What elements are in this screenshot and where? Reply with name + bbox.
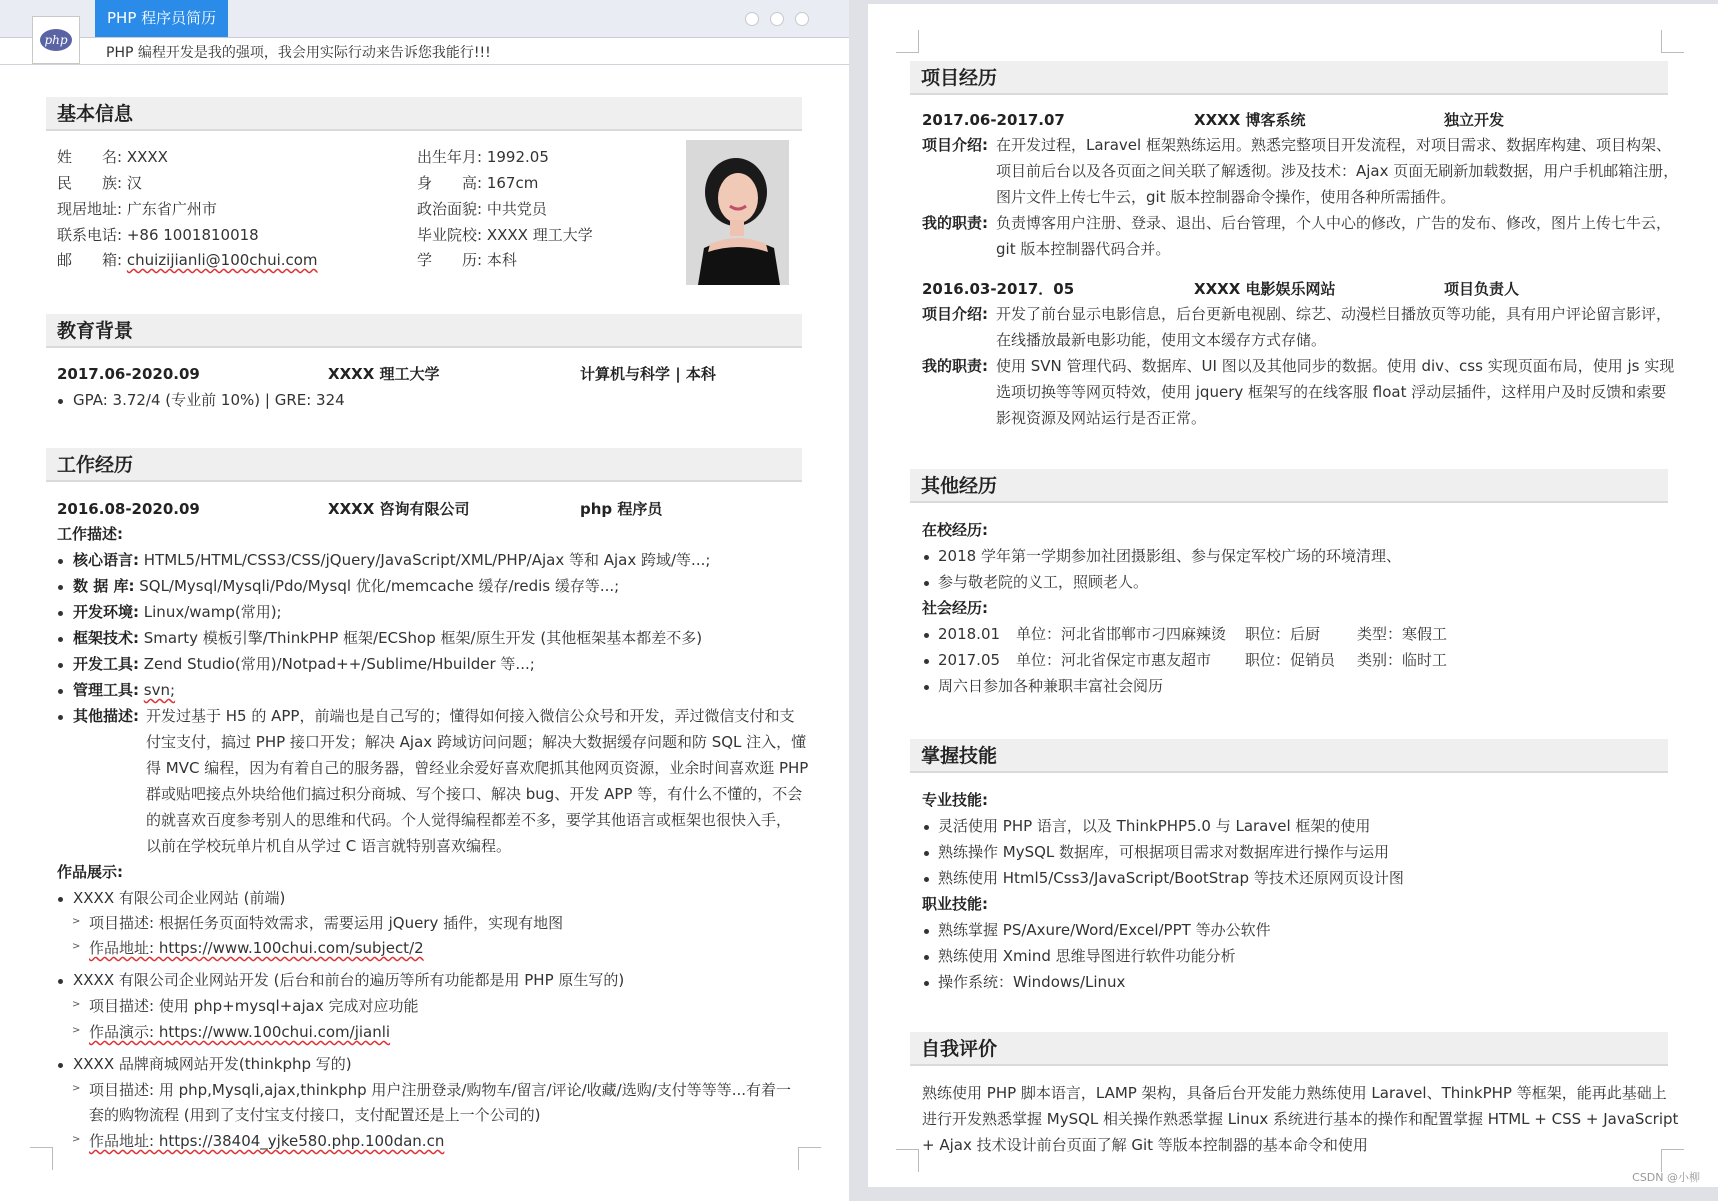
work-link[interactable] [89,1131,444,1151]
list-item [73,680,175,700]
php-logo [32,16,80,64]
slogan: PHP 编程开发是我的强项，我会用实际行动来告诉您我能行!!! [106,45,491,61]
list-item: 熟练操作 MySQL 数据库，可根据项目需求对数据库进行操作与运用 [938,843,1390,861]
bullet-icon [924,555,929,560]
text-line: 类别：临时工 [1357,651,1448,669]
text-line: 项目前后台以及各页面之间关联了解透彻。涉及技术：Ajax 页面无刷新加载数据，用户手机邮箱注册， [996,162,1679,180]
section-heading-work: 工作经历 [46,448,802,482]
list-item [73,576,619,596]
list-item: 操作系统：Windows/Linux [938,973,1126,991]
text-line: 付宝支付，搞过 PHP 接口开发；解决 Ajax 跨域访问问题；解决大数据缓存问题和防 SQL 注入，懂 [146,733,807,751]
text-line: 项目描述: 使用 php+mysql+ajax 完成对应功能 [89,997,419,1015]
bullet-icon [924,659,929,664]
work-link[interactable] [89,1022,390,1042]
text-line [57,173,142,193]
text-line: 项目描述: 用 php,Mysqli,ajax,thinkphp 用户注册登录/购物车/留言/评论/收藏/选购/支付等等等...有着一 [89,1081,792,1099]
watermark: CSDN @小柳 [1632,1171,1700,1184]
text-line: 项目负责人 [1444,280,1520,298]
text-line: 图片文件上传七牛云，git 版本控制器命令操作，使用各种所需插件。 [996,188,1456,206]
bullet-icon [58,637,63,642]
text-line: 项目介绍: [922,136,988,154]
text-line: 以前在学校玩单片机自从学过 C 语言就特别喜欢编程。 [146,837,512,855]
text-span: 作品地址: https://38404_yjke580.php.100dan.cn [89,1132,445,1150]
work-item-title: XXXX 有限公司企业网站 (前端) [73,889,286,907]
dot-icon [745,12,759,26]
text-line: XXXX 电影娱乐网站 [1194,280,1336,298]
value: +86 1001810018 [126,226,259,244]
resume-page-2 [868,4,1718,1187]
list-item: 周六日参加各种兼职丰富社会阅历 [938,677,1164,695]
php-logo-icon: php [40,29,72,51]
text-line: 得 MVC 编程，因为有着自己的服务器，曾经业余爱好喜欢爬抓其他网页资源，业余时间喜欢逛 PHP [146,759,809,777]
text-line: 职业技能: [922,895,988,913]
section-heading-skills: 掌握技能 [910,739,1668,773]
list-item: 参与敬老院的义工，照顾老人。 [938,573,1149,591]
text-span: SQL/Mysql/Mysqli/Pdo/Mysql 优化/memcache 缓存/redis 缓存等...; [139,577,620,595]
profile-photo [686,140,789,285]
text-line [417,199,547,219]
text-line: 项目描述: 根据任务页面特效需求，需要运用 jQuery 插件，实现有地图 [89,914,564,932]
text-line: 我的职责: [922,357,988,375]
divider [0,64,849,65]
label: 邮 箱: [57,251,123,269]
text-line: 社会经历: [922,599,988,617]
text-span: XXXX 理工大学 [486,226,593,244]
list-item: 熟练使用 Xmind 思维导图进行软件功能分析 [938,947,1236,965]
text-span: 1992.05 [486,148,549,166]
list-item [73,550,710,570]
text-line: 开发过基于 H5 的 APP，前端也是自己写的；懂得如何接入微信公众号和开发，弄过微信支付和支 [146,707,795,725]
text-line: XXXX 博客系统 [1194,111,1306,129]
bullet-icon [58,715,63,720]
section-heading-self: 自我评价 [910,1032,1668,1066]
text-span: 本科 [486,251,517,269]
bullet-icon [58,979,63,984]
text-span: 身 高: [417,174,483,192]
text-span: 中共党员 [486,200,547,218]
text-span: Zend Studio(常用)/Notpad++/Sublime/Hbuilder 等...; [143,655,535,673]
resume-page-1 [0,0,849,1201]
text-span: 数 据 库: [73,577,135,595]
list-item: 2018 学年第一学期参加社团摄影组、参与保定军校广场的环境清理、 [938,547,1401,565]
text-line: 选项切换等等网页特效，使用 jquery 框架写的在线客服 float 浮动层插件，这样用户及时反馈和索要 [996,383,1667,401]
text-line: git 版本控制器代码合并。 [996,240,1171,258]
text-line: 专业技能: [922,791,988,809]
text-line [57,250,318,270]
work-date: 2016.08-2020.09 [57,500,200,518]
section-heading-other: 其他经历 [910,469,1668,503]
text-span: 开发环境: [73,603,139,621]
text-span: 作品演示: https://www.100chui.com/jianli [89,1023,391,1041]
value: 汉 [126,174,142,192]
text-line: 单位：河北省保定市惠友超市 [1016,651,1212,669]
text-line [417,147,549,167]
text-span: 开发工具: [73,655,139,673]
bullet-icon [924,955,929,960]
bullet-icon [58,585,63,590]
text-line: 2018.01 [938,625,1001,643]
bullet-icon [924,581,929,586]
text-span: 管理工具: [73,681,139,699]
text-span: 政治面貌: [417,200,483,218]
work-item-title: XXXX 有限公司企业网站开发 (后台和前台的遍历等所有功能都是用 PHP 原生写的) [73,971,625,989]
text-span: 框架技术: [73,629,139,647]
resume-title: PHP 程序员简历 [95,0,228,37]
text-line: 熟练使用 PHP 脚本语言，LAMP 架构，具备后台开发能力熟练使用 Laravel、ThinkPHP 等框架，能再此基础上 [922,1084,1667,1102]
bullet-icon [924,633,929,638]
bullet-icon [924,685,929,690]
edu-major: 计算机与科学 | 本科 [580,365,716,383]
text-line [57,147,168,167]
text-span: Linux/wamp(常用); [143,603,282,621]
arrow-icon: > [72,1025,81,1036]
work-desc-label: 工作描述: [57,525,123,543]
value: XXXX [126,148,168,166]
text-line [417,173,538,193]
bullet-icon [58,897,63,902]
section-heading-basic: 基本信息 [46,97,802,131]
text-line: 职位：促销员 [1245,651,1336,669]
edu-school: XXXX 理工大学 [328,365,440,383]
work-item-title: XXXX 品牌商城网站开发(thinkphp 写的) [73,1055,352,1073]
text-line: 独立开发 [1444,111,1505,129]
page-corner-mark [896,30,919,53]
label: 现居地址: [57,200,123,218]
text-span: 作品地址: https://www.100chui.com/subject/2 [89,939,424,957]
value: 广东省广州市 [126,200,217,218]
text-line: 在校经历: [922,521,988,539]
text-span: 核心语言: [73,551,139,569]
text-line: 负责博客用户注册、登录、退出、后台管理，个人中心的修改，广告的发布、修改，图片上传七牛云， [996,214,1672,232]
arrow-icon: > [72,999,81,1010]
arrow-icon: > [72,916,81,927]
list-item: 熟练使用 Html5/Css3/JavaScript/BootStrap 等技术还原网页设计图 [938,869,1404,887]
list-item [73,628,702,648]
page-corner-mark [1661,30,1684,53]
bullet-icon [924,851,929,856]
work-link[interactable] [89,938,424,958]
email-value: chuizijianli@100chui.com [126,251,318,269]
bullet-icon [924,981,929,986]
text-line [417,250,517,270]
text-line: 2016.03-2017．05 [922,280,1075,298]
bullet-icon [924,825,929,830]
dot-icon [770,12,784,26]
text-span: 出生年月: [417,148,483,166]
list-item [73,654,535,674]
text-line: 在线播放最新电影功能，使用文本缓存方式存储。 [996,331,1327,349]
bullet-icon [58,611,63,616]
text-line: 的就喜欢百度参考别人的思维和代码。个人觉得编程都差不多，要学其他语言或框架也很快入手， [146,811,792,829]
text-span: svn; [143,681,176,699]
edu-gpa: GPA: 3.72/4 (专业前 10%) | GRE: 324 [73,391,345,409]
text-line [417,225,593,245]
text-line: 2017.06-2017.07 [922,111,1065,129]
text-line: 进行开发熟悉掌握 MySQL 相关操作熟悉掌握 Linux 系统进行基本的操作和配置掌握 HTML + CSS + JavaScript [922,1110,1679,1128]
arrow-icon: > [72,1134,81,1145]
dot-icon [795,12,809,26]
text-line: 开发了前台显示电影信息，后台更新电视剧、综艺、动漫栏目播放页等功能，具有用户评论留言影评， [996,305,1672,323]
label: 联系电话: [57,226,123,244]
text-line: 项目介绍: [922,305,988,323]
list-item [73,602,282,622]
page-corner-mark [798,1147,821,1170]
label: 民 族: [57,174,123,192]
arrow-icon: > [72,941,81,952]
text-span: Smarty 模板引擎/ThinkPHP 框架/ECShop 框架/原生开发 (其他框架基本都差不多) [143,629,703,647]
list-item: 灵活使用 PHP 语言，以及 ThinkPHP5.0 与 Laravel 框架的使用 [938,817,1371,835]
label: 姓 名: [57,148,123,166]
text-span: 毕业院校: [417,226,483,244]
text-line: 单位：河北省邯郸市刁四麻辣烫 [1016,625,1227,643]
text-line [57,199,217,219]
works-label: 作品展示: [57,863,123,881]
text-span: HTML5/HTML/CSS3/CSS/jQuery/JavaScript/XML/PHP/Ajax 等和 Ajax 跨域/等...; [143,551,711,569]
text-line: 群或贴吧接点外块给他们搞过积分商城、写个接口、解决 bug、开发 APP 等，有什么不懂的，不会 [146,785,803,803]
text-line: 在开发过程，Laravel 框架熟练运用。熟悉完整项目开发流程，对项目需求、数据库构建、项目构架、 [996,136,1671,154]
text-line: 套的购物流程 (用到了支付宝支付接口，支付配置还是上一个公司的) [89,1106,541,1124]
text-span: 学 历: [417,251,483,269]
bullet-icon [58,559,63,564]
text-line: 职位：后厨 [1245,625,1321,643]
edu-date: 2017.06-2020.09 [57,365,200,383]
header-bar [0,0,849,38]
section-heading-projects: 项目经历 [910,61,1668,95]
text-line: + Ajax 技术设计前台页面了解 Git 等版本控制器的基本命令和使用 [922,1136,1368,1154]
work-role: php 程序员 [580,500,663,518]
work-company: XXXX 咨询有限公司 [328,500,470,518]
bullet-icon [924,929,929,934]
section-heading-education: 教育背景 [46,314,802,348]
text-line [57,225,259,245]
text-line: 类型：寒假工 [1357,625,1448,643]
bullet-icon [924,877,929,882]
text-line: 使用 SVN 管理代码、数据库、UI 图以及其他同步的数据。使用 div、css 实现页面布局，使用 js 实现 [996,357,1675,375]
text-line: 我的职责: [922,214,988,232]
page-corner-mark [30,1147,53,1170]
text-line: 2017.05 [938,651,1001,669]
other-desc-label: 其他描述: [73,707,139,725]
text-span: 167cm [486,174,539,192]
text-line: 影视资源及网站运行是否正常。 [996,409,1207,427]
page-corner-mark [896,1149,919,1172]
bullet-icon [58,1063,63,1068]
bullet-icon [58,689,63,694]
window-dots [745,12,809,26]
list-item: 熟练掌握 PS/Axure/Word/Excel/PPT 等办公软件 [938,921,1271,939]
bullet-icon [58,399,63,404]
arrow-icon: > [72,1083,81,1094]
bullet-icon [58,663,63,668]
